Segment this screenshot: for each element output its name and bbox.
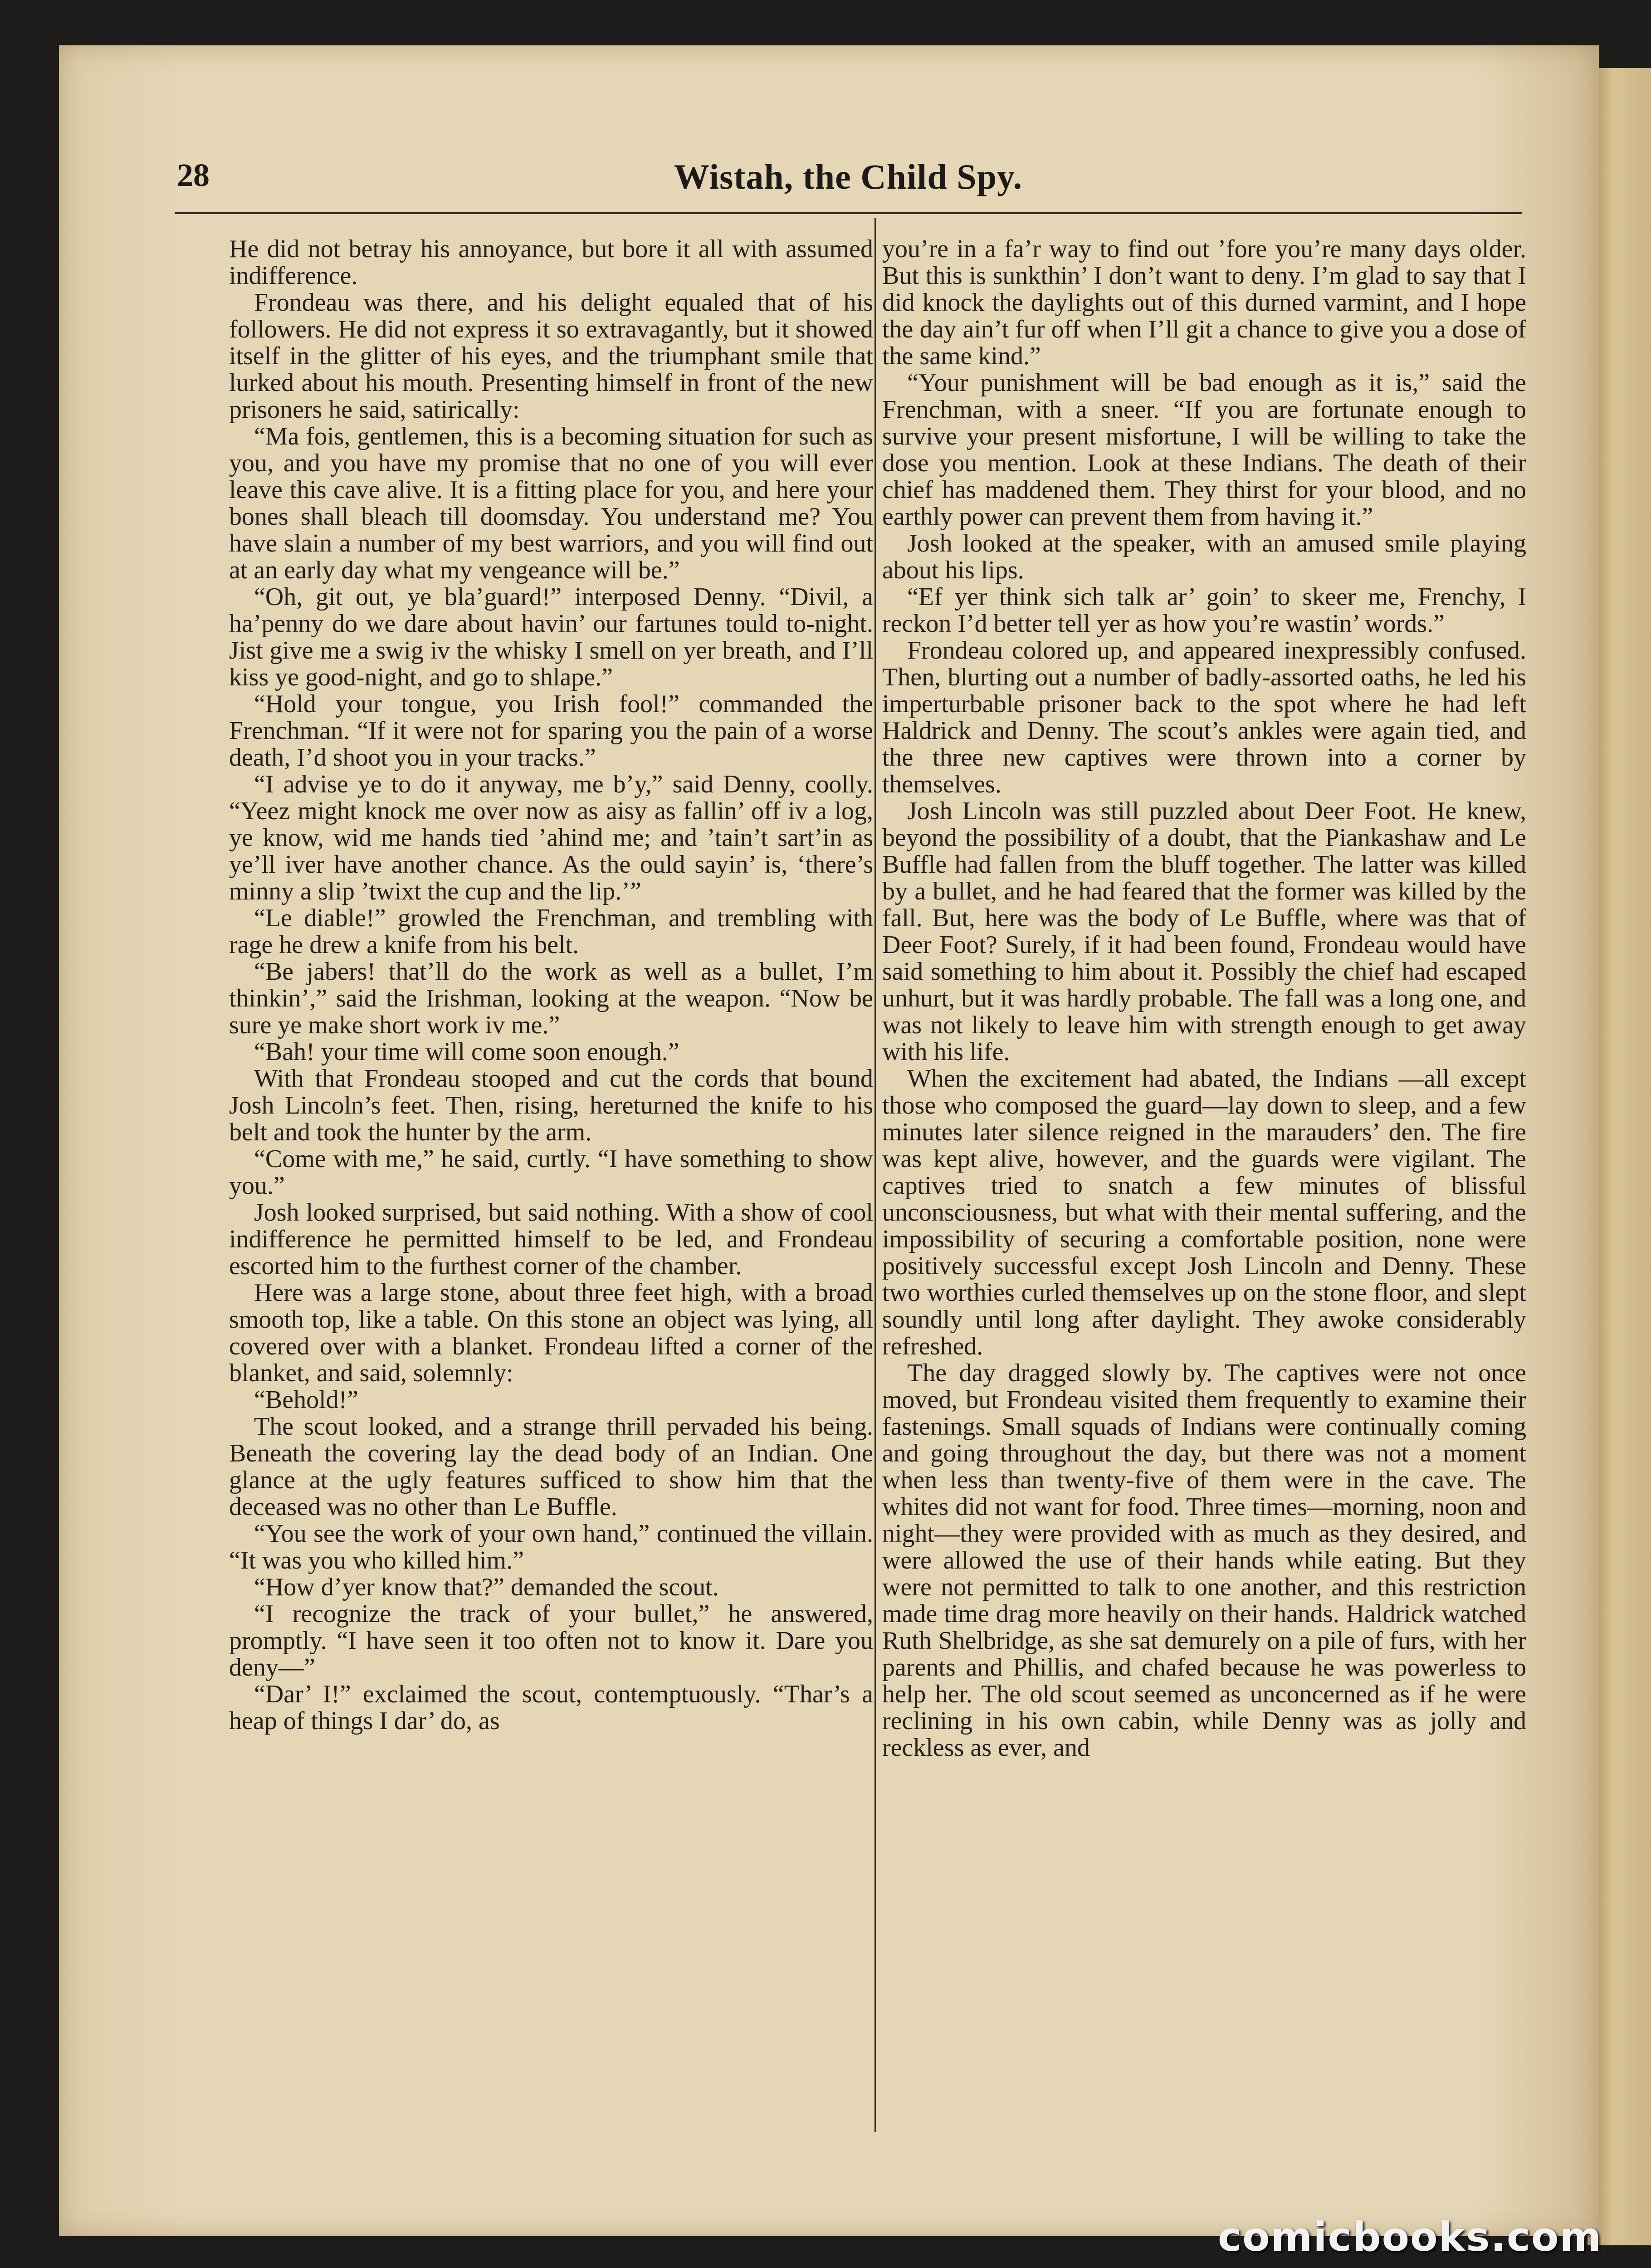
paragraph: “I advise ye to do it anyway, me b’y,” said Denny, coolly. “Yeez might knock me over now as aisy as fallin’ off iv a log, ye know, wid me hands tied ’ahind me; and ’tain’t sart’in as ye’ll iver have another chance. As the ould sayin’ is, ‘there’s minny a slip ’twixt the cup and the lip.’”	[229, 770, 873, 905]
paragraph: “Oh, git out, ye bla’guard!” interposed Denny. “Divil, a ha’penny do we dare about havin’ our fartunes tould to-night. Jist give me a swig iv the whisky I smell on yer breath, and I’ll kiss ye good-night, and go to shlape.”	[229, 583, 873, 691]
column-divider	[874, 218, 876, 2132]
page-header	[177, 156, 1519, 211]
paragraph: “Le diable!” growled the Frenchman, and trembling with rage he drew a knife from his belt.	[229, 904, 873, 959]
paragraph: “Behold!”	[254, 1386, 359, 1414]
paragraph: “Dar’ I!” exclaimed the scout, contemptuously. “Thar’s a heap of things I dar’ do, as	[229, 1680, 873, 1735]
right-column	[882, 236, 1526, 2150]
header-rule	[175, 212, 1522, 214]
paragraph: “Be jabers! that’ll do the work as well as a bullet, I’m thinkin’,” said the Irishman, looking at the weapon. “Now be sure ye make short work iv me.”	[229, 958, 873, 1039]
paragraph: The day dragged slowly by. The captives were not once moved, but Frondeau visited them frequently to examine their fastenings. Small squads of Indians were continually coming and going throughout the day, but there was not a moment when less than twenty-five of them were in the cave. The whites did not want for food. Three times—morning, noon and night—they were provided with as much as they desired, and were allowed the use of their hands while eating. But they were not permitted to talk to one another, and this restriction made time drag more heavily on their hands. Haldrick watched Ruth Shelbridge, as she sat demurely on a pile of furs, with her parents and Phillis, and chafed because he was powerless to help her. The old scout seemed as unconcerned as if he were reclining in his own cabin, while Denny was as jolly and reckless as ever, and	[882, 1359, 1526, 1762]
paragraph: When the excitement had abated, the Indians —all except those who composed the guard—lay down to sleep, and a few minutes later silence reigned in the marauders’ den. The fire was kept alive, however, and the guards were vigilant. The captives tried to snatch a few minutes of blissful unconsciousness, but what with their mental suffering, and the impossibility of securing a comfortable position, none were positively successful except Josh Lincoln and Denny. These two worthies curled themselves up on the stone floor, and slept soundly until long after daylight. They awoke considerably refreshed.	[882, 1065, 1526, 1360]
paragraph: With that Frondeau stooped and cut the cords that bound Josh Lincoln’s feet. Then, rising, hereturned the knife to his belt and took the hunter by the arm.	[229, 1065, 873, 1146]
page-number: 28	[177, 157, 210, 193]
paragraph: you’re in a fa’r way to find out ’fore you’re many days older. But this is sunkthin’ I don’t want to deny. I’m glad to say that I did knock the daylights out of this durned varmint, and I hope the day ain’t fur off when I’ll git a chance to give you a dose of the same kind.”	[882, 236, 1526, 370]
paragraph: “Ma fois, gentlemen, this is a becoming situation for such as you, and you have my promise that no one of you will ever leave this cave alive. It is a fitting place for you, and here your bones shall bleach till doomsday. You understand me? You have slain a number of my best warriors, and you will find out at an early day what my vengeance will be.”	[229, 422, 873, 584]
paragraph: Josh looked surprised, but said nothing. With a show of cool indifference he permitted himself to be led, and Frondeau escorted him to the furthest corner of the chamber.	[229, 1198, 873, 1280]
site-watermark: comicbooks.com	[1218, 2214, 1602, 2260]
paragraph: Josh Lincoln was still puzzled about Deer Foot. He knew, beyond the possibility of a doubt, that the Piankashaw and Le Buffle had fallen from the bluff together. The latter was killed by a bullet, and he had feared that the former was killed by the fall. But, here was the body of Le Buffle, where was that of Deer Foot? Surely, if it had been found, Frondeau would have said something to him about it. Possibly the chief had escaped unhurt, but it was hardly probable. The fall was a long one, and was not likely to leave him with strength enough to get away with his life.	[882, 797, 1526, 1066]
paragraph: “Ef yer think sich talk ar’ goin’ to skeer me, Frenchy, I reckon I’d better tell yer as how you’re wastin’ words.”	[882, 583, 1526, 638]
paragraph: “You see the work of your own hand,” continued the villain. “It was you who killed him.”	[229, 1520, 873, 1574]
left-column	[229, 236, 873, 2150]
paragraph: Here was a large stone, about three feet high, with a broad smooth top, like a table. On this stone an object was lying, all covered over with a blanket. Frondeau lifted a corner of the blanket, and said, solemnly:	[229, 1279, 873, 1387]
paragraph: “How d’yer know that?” demanded the scout.	[254, 1573, 719, 1601]
paragraph: “Bah! your time will come soon enough.”	[254, 1038, 679, 1066]
paragraph: “Hold your tongue, you Irish fool!” commanded the Frenchman. “If it were not for sparing you the pain of a worse death, I’d shoot you in your tracks.”	[229, 690, 873, 772]
paragraph: Josh looked at the speaker, with an amused smile playing about his lips.	[882, 529, 1526, 584]
paragraph: Frondeau colored up, and appeared inexpressibly confused. Then, blurting out a number of badly-assorted oaths, he led his imperturbable prisoner back to the spot where he had left Haldrick and Denny. The scout’s ankles were again tied, and the three new captives were thrown into a corner by themselves.	[882, 636, 1526, 798]
paragraph: “I recognize the track of your bullet,” he answered, promptly. “I have seen it too often not to know it. Dare you deny—”	[229, 1600, 873, 1681]
paragraph: Frondeau was there, and his delight equaled that of his followers. He did not express it so extravagantly, but it showed itself in the glitter of his eyes, and the triumphant smile that lurked about his mouth. Presenting himself in front of the new prisoners he said, satirically:	[229, 288, 873, 424]
paragraph: “Come with me,” he said, curtly. “I have something to show you.”	[229, 1145, 873, 1200]
paragraph: He did not betray his annoyance, but bore it all with assumed indifference.	[229, 236, 873, 290]
paragraph: “Your punishment will be bad enough as it is,” said the Frenchman, with a sneer. “If you are fortunate enough to survive your present misfortune, I will be willing to take the dose you mention. Look at these Indians. The death of their chief has maddened them. They thirst for your blood, and no earthly power can prevent them from having it.”	[882, 369, 1526, 531]
paragraph: The scout looked, and a strange thrill pervaded his being. Beneath the covering lay the dead body of an Indian. One glance at the ugly features sufficed to show him that the deceased was no other than Le Buffle.	[229, 1413, 873, 1521]
running-title: Wistah, the Child Spy.	[674, 157, 1023, 196]
